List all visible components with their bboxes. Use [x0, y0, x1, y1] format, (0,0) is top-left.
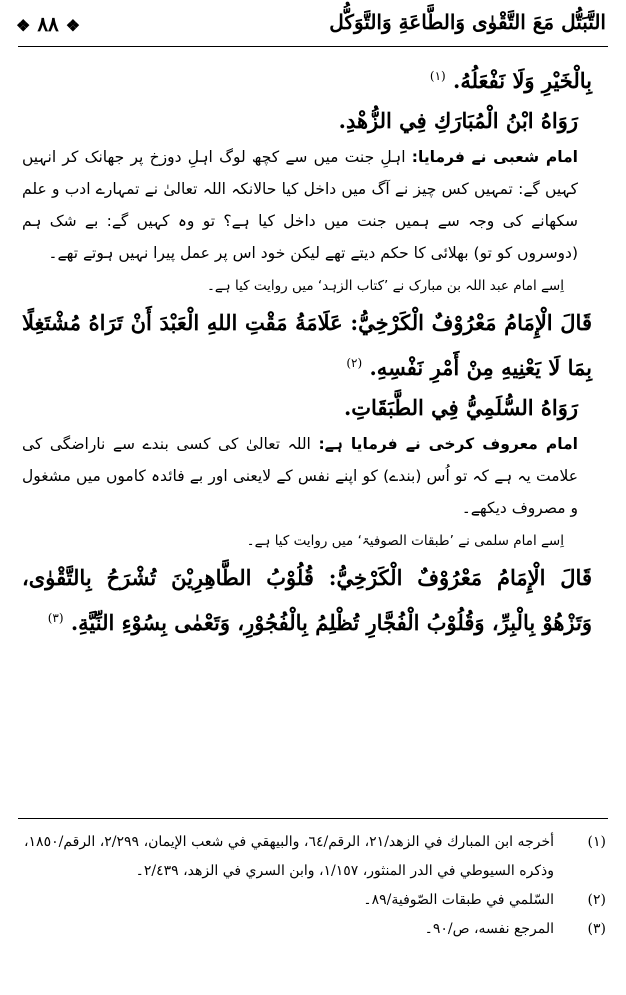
- urdu-text: اللہ تعالیٰ کی کسی بندے سے ناراضگی کی علامت یہ ہے کہ تو اُس (بندے) کو اپنے نفس کے لایعنی اور بے فائدہ کاموں میں مشغول و مصروف دیکھے۔: [22, 435, 578, 517]
- footnote: [24, 886, 606, 915]
- page-number-value: ٨٨: [37, 12, 59, 36]
- attribution-urdu: اِسے امام سلمی نے ’طبقات الصوفیۃ‘ میں روایت کیا ہے۔: [246, 533, 564, 549]
- footnote-ref: (٢): [346, 356, 363, 370]
- urdu-text: اہلِ جنت میں سے کچھ لوگ اہلِ دوزخ پر جھانک کر انہیں کہیں گے: تمہیں کس چیز نے آگ میں داخل کیا حالانکہ اللہ تعالیٰ نے تمہارے ادب و علم سکھانے کی وجہ سے ہمیں جنت میں داخل کیا ہے؟ تو وہ کہیں گے: بے شک ہم (دوسروں کو تو) بھلائی کا حکم دیتے تھے لیکن خود اس پر عمل پیرا نہیں ہوتے تھے۔: [22, 148, 578, 262]
- ornament-right-icon: ❖: [65, 16, 81, 35]
- footnote-ref: (١): [429, 69, 446, 83]
- footnotes: [24, 828, 606, 944]
- footnote-text: المرجع نفسه، ص/٩٠۔: [424, 921, 554, 937]
- urdu-lead: امام معروف کرخی نے فرمایا ہے:: [318, 435, 578, 453]
- footnote-number: (١): [587, 834, 606, 850]
- page-number: [16, 12, 80, 36]
- ornament-left-icon: ❖: [16, 16, 31, 35]
- arabic-text: بِالْخَيْرِ وَلَا نَفْعَلُهُ.: [453, 68, 592, 93]
- footnote: [24, 828, 606, 886]
- arabic-continuation: [22, 56, 592, 101]
- attribution-urdu: اِسے امام عبد اللہ بن مبارک نے ’کتاب الزہد‘ میں روایت کیا ہے۔: [206, 278, 564, 294]
- urdu-translation: [22, 141, 578, 269]
- footnote-rule: [18, 818, 608, 819]
- header-rule: [18, 46, 608, 47]
- urdu-lead: امام شعبی نے فرمایا:: [411, 148, 578, 166]
- arabic-text: قَالَ الْإِمَامُ مَعْرُوْفٌ الْكَرْخِيُّ: عَلَامَةُ مَقْتِ اللهِ الْعَبْدَ أَنْ تَرَاهُ مُشْتَغِلًا بِمَا لَا يَعْنِيهِ مِنْ أَمْرِ نَفْسِهِ.: [22, 310, 592, 380]
- page-header: [14, 6, 612, 44]
- footnote-number: (٣): [587, 921, 606, 937]
- arabic-saying: [22, 303, 592, 388]
- arabic-saying: [22, 558, 592, 643]
- running-title: التَّبَتُّل مَعَ التَّقْوٰی وَالطَّاعَةِ وَالتَّوَكُّل: [329, 10, 606, 34]
- attribution-arabic: رَوَاهُ ابْنُ الْمُبَارَكِ فِي الزُّهْدِ.: [338, 108, 578, 133]
- attribution-arabic: رَوَاهُ السُّلَمِيُّ فِي الطَّبَقَاتِ.: [343, 395, 578, 420]
- footnote: [24, 915, 606, 944]
- main-text: [22, 56, 592, 643]
- footnote-ref: (٣): [47, 611, 64, 625]
- arabic-text: قَالَ الْإِمَامُ مَعْرُوْفٌ الْكَرْخِيُّ: قُلُوْبُ الطَّاهِرِيْنَ تُشْرَحُ بِالتَّقْوٰى، وَتَزْهُوْ بِالْبِرِّ، وَقُلُوْبُ الْفُجَّارِ تُظْلِمُ بِالْفُجُوْرِ، وَتَعْمٰى بِسُوْءِ النِّيَّةِ.: [22, 565, 592, 635]
- footnote-number: (٢): [587, 892, 606, 908]
- footnote-text: أخرجه ابن المبارك في الزهد/٢١، الرقم/٦٤، والبيهقي في شعب الإيمان، ٢/٢٩٩، الرقم/١٨٥٠، وذكره السيوطي في الدر المنثور، ١/١٥٧، وابن السري في الزهد، ٢/٤٣٩۔: [24, 834, 554, 879]
- footnote-text: السّلمي في طبقات الصّوفية/٨٩۔: [363, 892, 554, 908]
- urdu-translation: [22, 428, 578, 524]
